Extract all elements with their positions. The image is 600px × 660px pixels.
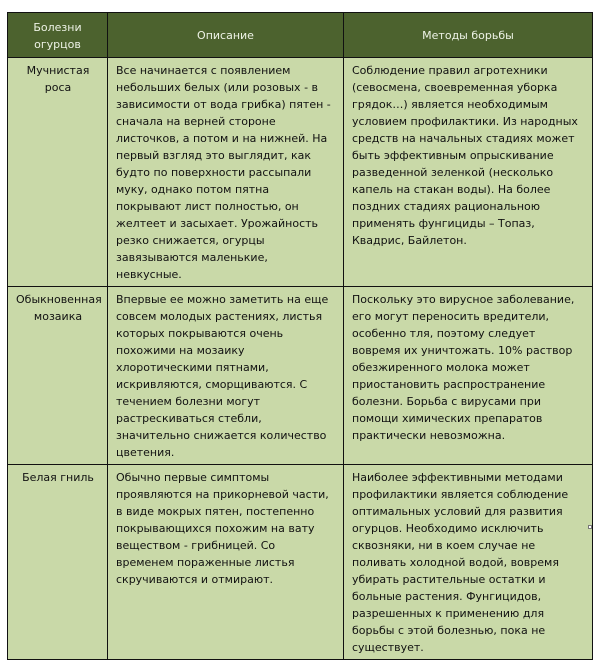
- disease-name-cell: Обыкновенная мозаика: [8, 287, 108, 465]
- description-cell: Все начинается с появлением небольших белых (или розовых - в зависимости от вода грибка) пятен - сначала на верней стороне листочков, а потом и на нижней. На первый взгляд это выглядит, как будто по поверхности рассыпали муку, однако потом пятна покрывают лист полностью, он желтеет и засыхает. Урожайность резко снижается, огурцы завязываются маленькие, невкусные.: [108, 58, 344, 287]
- description-cell: Обычно первые симптомы проявляются на прикорневой части, в виде мокрых пятен, постепенно покрывающихся похожим на вату веществом - грибницей. Со временем пораженные листья скручиваются и отмирают.: [108, 465, 344, 660]
- table-row: [8, 58, 593, 287]
- header-description: Описание: [108, 13, 344, 58]
- table-row: [8, 287, 593, 465]
- table-resize-handle[interactable]: [588, 525, 592, 529]
- table-row: [8, 465, 593, 660]
- methods-cell: Поскольку это вирусное заболевание, его могут переносить вредители, особенно тля, поэтому следует вовремя их уничтожать. 10% раствор обезжиренного молока может приостановить распространение болезни. Борьба с вирусами при помощи химических препаратов практически невозможна.: [344, 287, 593, 465]
- header-disease: Болезни огурцов: [8, 13, 108, 58]
- header-methods: Методы борьбы: [344, 13, 593, 58]
- methods-cell: Соблюдение правил агротехники (севосмена, своевременная уборка грядок…) является необходимым условием профилактики. Из народных средств на начальных стадиях может быть эффективным опрыскивание разведенной зеленкой (несколько капель на стакан воды). На более поздних стадиях рациональною применять фунгициды – Топаз, Квадрис, Байлетон.: [344, 58, 593, 287]
- methods-cell: Наиболее эффективными методами профилактики является соблюдение оптимальных условий для развития огурцов. Необходимо исключить сквозняки, ни в коем случае не поливать холодной водой, вовремя убирать растительные остатки и больные растения. Фунгицидов, разрешенных к применению для борьбы с этой болезнью, пока не существует.: [344, 465, 593, 660]
- disease-name-cell: Белая гниль: [8, 465, 108, 660]
- disease-name-cell: Мучнистая роса: [8, 58, 108, 287]
- table-header-row: [8, 13, 593, 58]
- cucumber-diseases-table: [7, 12, 593, 660]
- description-cell: Впервые ее можно заметить на еще совсем молодых растениях, листья которых покрываются очень похожими на мозаику хлоротическими пятнами, искривляются, сморщиваются. С течением болезни могут растрескиваться стебли, значительно снижается количество цветения.: [108, 287, 344, 465]
